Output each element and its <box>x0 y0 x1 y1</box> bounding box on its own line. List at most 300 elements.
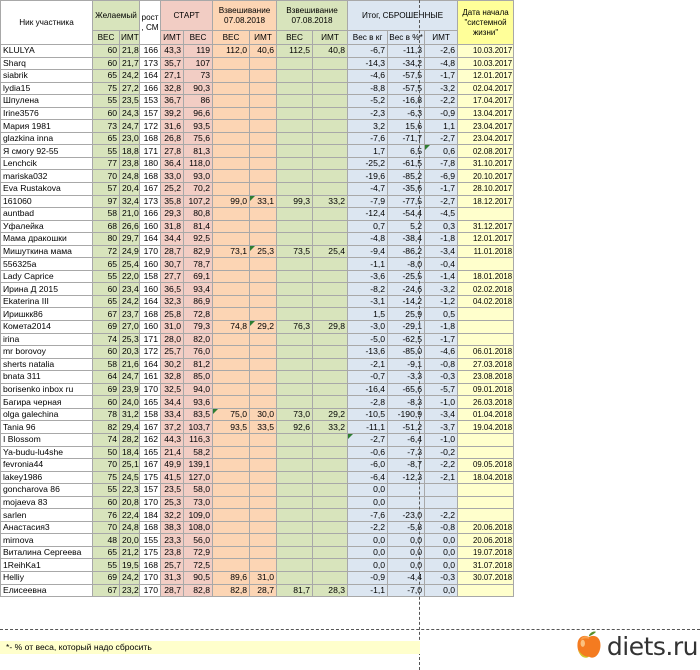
cell-total-kg[interactable]: -7,9 <box>348 195 388 208</box>
cell-height[interactable]: 172 <box>140 120 161 133</box>
cell-date-start[interactable]: 01.04.2018 <box>458 408 514 421</box>
cell-total-kg[interactable]: -13,6 <box>348 346 388 359</box>
cell-weigh1-imt[interactable] <box>250 120 277 133</box>
cell-date-start[interactable]: 26.03.2018 <box>458 396 514 409</box>
cell-height[interactable]: 175 <box>140 546 161 559</box>
cell-total-pct[interactable]: -7,0 <box>388 584 425 597</box>
cell-nick[interactable]: Мария 1981 <box>1 120 93 133</box>
cell-weigh1-imt[interactable]: 40,6 <box>250 45 277 58</box>
cell-nick[interactable]: Уфалейка <box>1 220 93 233</box>
cell-desired-imt[interactable]: 24,2 <box>120 70 140 83</box>
cell-start-imt[interactable]: 28,7 <box>161 584 184 597</box>
cell-weigh1-ves[interactable] <box>213 120 250 133</box>
cell-desired-ves[interactable]: 69 <box>93 571 120 584</box>
cell-date-start[interactable] <box>458 333 514 346</box>
cell-start-ves[interactable]: 56,0 <box>184 534 213 547</box>
cell-start-ves[interactable]: 107,2 <box>184 195 213 208</box>
cell-weigh2-ves[interactable] <box>277 157 313 170</box>
cell-weigh1-ves[interactable] <box>213 459 250 472</box>
cell-start-ves[interactable]: 79,3 <box>184 321 213 334</box>
cell-date-start[interactable] <box>458 321 514 334</box>
cell-weigh1-ves[interactable] <box>213 82 250 95</box>
cell-total-imt[interactable]: -1,7 <box>425 333 458 346</box>
cell-total-imt[interactable]: -3,2 <box>425 283 458 296</box>
cell-weigh2-ves[interactable] <box>277 371 313 384</box>
cell-start-imt[interactable]: 33,0 <box>161 170 184 183</box>
cell-height[interactable]: 170 <box>140 245 161 258</box>
cell-start-imt[interactable]: 34,4 <box>161 396 184 409</box>
cell-height[interactable]: 168 <box>140 132 161 145</box>
cell-weigh2-ves[interactable] <box>277 208 313 221</box>
cell-nick[interactable]: auntbad <box>1 208 93 221</box>
cell-nick[interactable]: mojaeva 83 <box>1 496 93 509</box>
cell-total-imt[interactable]: -0,9 <box>425 107 458 120</box>
cell-weigh2-ves[interactable] <box>277 346 313 359</box>
cell-date-start[interactable]: 28.10.2017 <box>458 183 514 196</box>
cell-total-pct[interactable]: -38,4 <box>388 233 425 246</box>
cell-weigh2-ves[interactable] <box>277 107 313 120</box>
cell-start-imt[interactable]: 35,7 <box>161 57 184 70</box>
cell-weigh2-imt[interactable]: 33,2 <box>313 421 348 434</box>
cell-total-pct[interactable]: -8,7 <box>388 459 425 472</box>
cell-start-imt[interactable]: 28,0 <box>161 333 184 346</box>
cell-start-ves[interactable]: 72,9 <box>184 546 213 559</box>
cell-weigh1-ves[interactable] <box>213 396 250 409</box>
cell-desired-ves[interactable]: 68 <box>93 220 120 233</box>
cell-weigh2-ves[interactable] <box>277 559 313 572</box>
cell-height[interactable]: 164 <box>140 358 161 371</box>
cell-total-kg[interactable]: -2,3 <box>348 107 388 120</box>
cell-desired-imt[interactable]: 24,8 <box>120 170 140 183</box>
cell-date-start[interactable]: 12.01.2017 <box>458 233 514 246</box>
cell-weigh2-imt[interactable] <box>313 383 348 396</box>
cell-total-pct[interactable]: 0,0 <box>388 559 425 572</box>
cell-total-imt[interactable]: -1,0 <box>425 396 458 409</box>
cell-weigh2-imt[interactable] <box>313 559 348 572</box>
cell-desired-ves[interactable]: 60 <box>93 396 120 409</box>
cell-total-kg[interactable]: -5,2 <box>348 95 388 108</box>
cell-height[interactable]: 168 <box>140 521 161 534</box>
cell-desired-ves[interactable]: 73 <box>93 120 120 133</box>
cell-weigh1-imt[interactable] <box>250 82 277 95</box>
cell-height[interactable]: 165 <box>140 396 161 409</box>
cell-weigh1-imt[interactable] <box>250 433 277 446</box>
cell-weigh2-ves[interactable] <box>277 82 313 95</box>
cell-weigh2-imt[interactable] <box>313 95 348 108</box>
cell-date-start[interactable]: 04.02.2018 <box>458 295 514 308</box>
cell-weigh1-imt[interactable] <box>250 484 277 497</box>
cell-total-kg[interactable]: -2,7 <box>348 433 388 446</box>
cell-height[interactable]: 166 <box>140 208 161 221</box>
cell-weigh1-imt[interactable]: 25,3 <box>250 245 277 258</box>
cell-desired-ves[interactable]: 50 <box>93 446 120 459</box>
cell-weigh1-imt[interactable] <box>250 283 277 296</box>
cell-desired-imt[interactable]: 19,5 <box>120 559 140 572</box>
cell-desired-ves[interactable]: 80 <box>93 233 120 246</box>
cell-weigh1-ves[interactable] <box>213 509 250 522</box>
cell-desired-ves[interactable]: 55 <box>93 270 120 283</box>
cell-weigh2-imt[interactable] <box>313 120 348 133</box>
cell-desired-imt[interactable]: 20,8 <box>120 496 140 509</box>
cell-nick[interactable]: sherts natalia <box>1 358 93 371</box>
cell-desired-ves[interactable]: 78 <box>93 408 120 421</box>
cell-weigh2-ves[interactable] <box>277 57 313 70</box>
cell-total-imt[interactable]: -1,7 <box>425 183 458 196</box>
cell-start-imt[interactable]: 26,8 <box>161 132 184 145</box>
cell-desired-ves[interactable]: 70 <box>93 170 120 183</box>
cell-nick[interactable]: Irine3576 <box>1 107 93 120</box>
cell-start-imt[interactable]: 25,7 <box>161 559 184 572</box>
cell-nick[interactable]: Eva Rustakova <box>1 183 93 196</box>
cell-nick[interactable]: borisenko inbox ru <box>1 383 93 396</box>
cell-start-imt[interactable]: 30,7 <box>161 258 184 271</box>
cell-weigh2-imt[interactable] <box>313 371 348 384</box>
cell-weigh1-imt[interactable] <box>250 270 277 283</box>
cell-start-ves[interactable]: 85,0 <box>184 371 213 384</box>
cell-desired-imt[interactable]: 29,4 <box>120 421 140 434</box>
cell-total-pct[interactable]: -65,6 <box>388 383 425 396</box>
cell-nick[interactable]: Мишуткина мама <box>1 245 93 258</box>
cell-start-imt[interactable]: 27,7 <box>161 270 184 283</box>
cell-total-kg[interactable]: -3,0 <box>348 321 388 334</box>
cell-start-imt[interactable]: 23,3 <box>161 534 184 547</box>
cell-total-kg[interactable]: -2,2 <box>348 521 388 534</box>
cell-nick[interactable]: mr borovoy <box>1 346 93 359</box>
cell-total-pct[interactable]: -85,2 <box>388 170 425 183</box>
cell-weigh2-imt[interactable] <box>313 183 348 196</box>
cell-total-pct[interactable]: -85,0 <box>388 346 425 359</box>
cell-total-pct[interactable]: -23,0 <box>388 509 425 522</box>
cell-date-start[interactable]: 09.01.2018 <box>458 383 514 396</box>
cell-desired-imt[interactable]: 24,0 <box>120 396 140 409</box>
cell-start-imt[interactable]: 25,8 <box>161 308 184 321</box>
cell-start-imt[interactable]: 25,3 <box>161 496 184 509</box>
cell-weigh2-imt[interactable]: 40,8 <box>313 45 348 58</box>
cell-start-imt[interactable]: 29,3 <box>161 208 184 221</box>
cell-date-start[interactable]: 20.06.2018 <box>458 521 514 534</box>
cell-weigh1-ves[interactable] <box>213 295 250 308</box>
cell-total-kg[interactable]: -4,6 <box>348 70 388 83</box>
cell-date-start[interactable]: 12.01.2017 <box>458 70 514 83</box>
cell-date-start[interactable] <box>458 433 514 446</box>
cell-weigh1-imt[interactable]: 30,0 <box>250 408 277 421</box>
cell-desired-imt[interactable]: 20,0 <box>120 534 140 547</box>
cell-nick[interactable]: Ирина Д 2015 <box>1 283 93 296</box>
cell-total-pct[interactable]: 5,2 <box>388 220 425 233</box>
cell-nick[interactable]: Lenchcik <box>1 157 93 170</box>
cell-desired-imt[interactable]: 24,5 <box>120 471 140 484</box>
cell-date-start[interactable] <box>458 208 514 221</box>
cell-nick[interactable]: fevronia44 <box>1 459 93 472</box>
cell-date-start[interactable] <box>458 484 514 497</box>
cell-start-ves[interactable]: 76,0 <box>184 346 213 359</box>
cell-weigh2-imt[interactable] <box>313 220 348 233</box>
cell-height[interactable]: 161 <box>140 371 161 384</box>
cell-desired-ves[interactable]: 97 <box>93 195 120 208</box>
cell-height[interactable]: 180 <box>140 157 161 170</box>
cell-start-ves[interactable]: 93,4 <box>184 283 213 296</box>
cell-desired-ves[interactable]: 55 <box>93 145 120 158</box>
cell-date-start[interactable]: 02.04.2017 <box>458 82 514 95</box>
cell-start-ves[interactable]: 108,0 <box>184 521 213 534</box>
cell-weigh2-ves[interactable] <box>277 433 313 446</box>
cell-start-imt[interactable]: 31,0 <box>161 321 184 334</box>
cell-nick[interactable]: Анастасия3 <box>1 521 93 534</box>
cell-start-imt[interactable]: 32,5 <box>161 383 184 396</box>
cell-total-pct[interactable]: -35,6 <box>388 183 425 196</box>
cell-date-start[interactable]: 09.05.2018 <box>458 459 514 472</box>
cell-total-imt[interactable]: 0,0 <box>425 534 458 547</box>
cell-height[interactable]: 166 <box>140 45 161 58</box>
cell-total-pct[interactable]: -14,2 <box>388 295 425 308</box>
cell-total-imt[interactable]: -0,8 <box>425 358 458 371</box>
cell-nick[interactable]: Шпулена <box>1 95 93 108</box>
cell-nick[interactable]: Комета2014 <box>1 321 93 334</box>
cell-weigh2-imt[interactable] <box>313 308 348 321</box>
cell-total-kg[interactable]: 1,5 <box>348 308 388 321</box>
cell-total-imt[interactable]: -0,3 <box>425 571 458 584</box>
cell-start-imt[interactable]: 32,3 <box>161 295 184 308</box>
cell-weigh2-imt[interactable] <box>313 233 348 246</box>
cell-start-ves[interactable]: 75,6 <box>184 132 213 145</box>
cell-weigh1-imt[interactable] <box>250 57 277 70</box>
cell-date-start[interactable]: 11.01.2018 <box>458 245 514 258</box>
cell-desired-ves[interactable]: 55 <box>93 559 120 572</box>
cell-weigh1-imt[interactable] <box>250 258 277 271</box>
cell-nick[interactable]: 161060 <box>1 195 93 208</box>
cell-weigh1-imt[interactable] <box>250 496 277 509</box>
cell-height[interactable]: 164 <box>140 70 161 83</box>
cell-weigh2-imt[interactable] <box>313 57 348 70</box>
cell-total-pct[interactable]: -4,4 <box>388 571 425 584</box>
cell-weigh1-imt[interactable] <box>250 295 277 308</box>
cell-desired-ves[interactable]: 72 <box>93 245 120 258</box>
cell-nick[interactable]: Я смогу 92-55 <box>1 145 93 158</box>
cell-start-ves[interactable]: 82,8 <box>184 584 213 597</box>
cell-desired-ves[interactable]: 58 <box>93 358 120 371</box>
cell-desired-imt[interactable]: 24,2 <box>120 571 140 584</box>
cell-date-start[interactable]: 23.04.2017 <box>458 120 514 133</box>
cell-weigh1-imt[interactable] <box>250 95 277 108</box>
cell-start-ves[interactable]: 73,0 <box>184 496 213 509</box>
cell-total-kg[interactable]: -3,1 <box>348 295 388 308</box>
cell-weigh1-imt[interactable] <box>250 559 277 572</box>
cell-weigh1-imt[interactable] <box>250 371 277 384</box>
cell-weigh1-imt[interactable] <box>250 145 277 158</box>
cell-weigh1-imt[interactable]: 33,5 <box>250 421 277 434</box>
cell-nick[interactable]: Багира черная <box>1 396 93 409</box>
cell-total-pct[interactable]: -5,8 <box>388 521 425 534</box>
cell-weigh2-imt[interactable] <box>313 496 348 509</box>
cell-start-ves[interactable]: 83,5 <box>184 408 213 421</box>
cell-date-start[interactable]: 10.03.2017 <box>458 57 514 70</box>
cell-total-kg[interactable]: -0,9 <box>348 571 388 584</box>
cell-weigh2-ves[interactable] <box>277 534 313 547</box>
cell-weigh2-ves[interactable] <box>277 120 313 133</box>
cell-total-kg[interactable]: -1,1 <box>348 258 388 271</box>
cell-weigh2-ves[interactable]: 92,6 <box>277 421 313 434</box>
cell-weigh1-ves[interactable] <box>213 258 250 271</box>
cell-weigh2-imt[interactable] <box>313 396 348 409</box>
cell-weigh2-imt[interactable] <box>313 571 348 584</box>
cell-desired-ves[interactable]: 77 <box>93 157 120 170</box>
cell-weigh2-imt[interactable] <box>313 82 348 95</box>
cell-weigh2-imt[interactable] <box>313 132 348 145</box>
cell-total-imt[interactable] <box>425 496 458 509</box>
cell-desired-ves[interactable]: 69 <box>93 383 120 396</box>
cell-date-start[interactable]: 20.06.2018 <box>458 534 514 547</box>
cell-total-kg[interactable]: -11,1 <box>348 421 388 434</box>
cell-start-ves[interactable]: 82,0 <box>184 333 213 346</box>
cell-total-imt[interactable]: -1,7 <box>425 70 458 83</box>
cell-weigh1-imt[interactable]: 28,7 <box>250 584 277 597</box>
cell-weigh2-ves[interactable] <box>277 509 313 522</box>
cell-weigh2-imt[interactable] <box>313 170 348 183</box>
cell-weigh2-ves[interactable]: 112,5 <box>277 45 313 58</box>
cell-desired-ves[interactable]: 74 <box>93 333 120 346</box>
cell-nick[interactable]: Helliy <box>1 571 93 584</box>
cell-nick[interactable]: Виталина Сергеева <box>1 546 93 559</box>
cell-weigh1-ves[interactable] <box>213 471 250 484</box>
cell-weigh2-ves[interactable] <box>277 546 313 559</box>
cell-height[interactable]: 168 <box>140 308 161 321</box>
cell-total-pct[interactable]: -25,5 <box>388 270 425 283</box>
cell-start-ves[interactable]: 96,6 <box>184 107 213 120</box>
cell-weigh2-imt[interactable] <box>313 107 348 120</box>
cell-total-kg[interactable]: 0,0 <box>348 534 388 547</box>
cell-date-start[interactable]: 31.12.2017 <box>458 220 514 233</box>
cell-weigh1-ves[interactable]: 73,1 <box>213 245 250 258</box>
cell-total-imt[interactable]: -2,2 <box>425 95 458 108</box>
cell-start-ves[interactable]: 103,7 <box>184 421 213 434</box>
cell-total-imt[interactable]: -7,8 <box>425 157 458 170</box>
cell-desired-imt[interactable]: 32,4 <box>120 195 140 208</box>
cell-weigh2-imt[interactable] <box>313 521 348 534</box>
cell-desired-imt[interactable]: 21,8 <box>120 45 140 58</box>
cell-weigh1-ves[interactable]: 75,0 <box>213 408 250 421</box>
cell-total-imt[interactable]: -1,2 <box>425 295 458 308</box>
cell-start-ves[interactable]: 127,0 <box>184 471 213 484</box>
cell-desired-imt[interactable]: 20,3 <box>120 346 140 359</box>
cell-weigh1-imt[interactable] <box>250 471 277 484</box>
cell-height[interactable]: 162 <box>140 433 161 446</box>
cell-total-kg[interactable]: -6,0 <box>348 459 388 472</box>
cell-weigh1-imt[interactable] <box>250 233 277 246</box>
cell-total-kg[interactable]: -12,4 <box>348 208 388 221</box>
cell-date-start[interactable]: 23.08.2018 <box>458 371 514 384</box>
cell-weigh2-imt[interactable] <box>313 433 348 446</box>
cell-total-pct[interactable]: -12,3 <box>388 471 425 484</box>
cell-date-start[interactable]: 18.01.2018 <box>458 270 514 283</box>
cell-weigh1-ves[interactable] <box>213 170 250 183</box>
cell-start-ves[interactable]: 81,4 <box>184 220 213 233</box>
cell-start-ves[interactable]: 69,1 <box>184 270 213 283</box>
cell-total-kg[interactable]: -5,0 <box>348 333 388 346</box>
cell-start-ves[interactable]: 93,5 <box>184 120 213 133</box>
cell-weigh1-ves[interactable] <box>213 145 250 158</box>
cell-desired-ves[interactable]: 58 <box>93 208 120 221</box>
cell-nick[interactable]: KLULYA <box>1 45 93 58</box>
cell-weigh2-ves[interactable]: 99,3 <box>277 195 313 208</box>
cell-nick[interactable]: Sharq <box>1 57 93 70</box>
cell-desired-ves[interactable]: 55 <box>93 95 120 108</box>
cell-start-imt[interactable]: 49,9 <box>161 459 184 472</box>
cell-weigh2-imt[interactable] <box>313 70 348 83</box>
cell-weigh2-ves[interactable] <box>277 496 313 509</box>
cell-total-imt[interactable]: -0,8 <box>425 521 458 534</box>
cell-total-kg[interactable]: -0,7 <box>348 371 388 384</box>
cell-height[interactable]: 155 <box>140 534 161 547</box>
cell-height[interactable]: 166 <box>140 82 161 95</box>
cell-total-imt[interactable]: -1,4 <box>425 270 458 283</box>
cell-start-imt[interactable]: 41,5 <box>161 471 184 484</box>
cell-desired-imt[interactable]: 24,7 <box>120 371 140 384</box>
cell-desired-ves[interactable]: 67 <box>93 584 120 597</box>
cell-date-start[interactable]: 31.10.2017 <box>458 157 514 170</box>
cell-desired-ves[interactable]: 70 <box>93 521 120 534</box>
cell-height[interactable]: 170 <box>140 571 161 584</box>
cell-weigh1-imt[interactable] <box>250 132 277 145</box>
cell-weigh2-imt[interactable] <box>313 283 348 296</box>
cell-height[interactable]: 160 <box>140 283 161 296</box>
cell-weigh2-imt[interactable]: 29,8 <box>313 321 348 334</box>
cell-total-pct[interactable]: -24,6 <box>388 283 425 296</box>
cell-total-kg[interactable]: -6,4 <box>348 471 388 484</box>
cell-start-ves[interactable]: 86,9 <box>184 295 213 308</box>
cell-total-imt[interactable]: -1,8 <box>425 321 458 334</box>
cell-height[interactable]: 158 <box>140 270 161 283</box>
cell-start-imt[interactable]: 44,3 <box>161 433 184 446</box>
cell-nick[interactable]: 1ReihKa1 <box>1 559 93 572</box>
cell-total-pct[interactable]: -86,2 <box>388 245 425 258</box>
cell-start-imt[interactable]: 43,3 <box>161 45 184 58</box>
cell-start-imt[interactable]: 36,7 <box>161 95 184 108</box>
cell-total-pct[interactable]: -16,8 <box>388 95 425 108</box>
cell-total-pct[interactable]: 6,5 <box>388 145 425 158</box>
cell-date-start[interactable]: 02.08.2017 <box>458 145 514 158</box>
cell-weigh2-imt[interactable] <box>313 333 348 346</box>
cell-total-kg[interactable]: -7,6 <box>348 132 388 145</box>
cell-start-ves[interactable]: 107 <box>184 57 213 70</box>
cell-weigh1-ves[interactable]: 93,5 <box>213 421 250 434</box>
cell-weigh2-imt[interactable] <box>313 258 348 271</box>
cell-start-imt[interactable]: 32,2 <box>161 509 184 522</box>
cell-date-start[interactable]: 13.04.2017 <box>458 107 514 120</box>
cell-total-imt[interactable]: -3,7 <box>425 421 458 434</box>
cell-desired-ves[interactable]: 75 <box>93 471 120 484</box>
cell-weigh2-imt[interactable] <box>313 270 348 283</box>
cell-weigh2-ves[interactable] <box>277 383 313 396</box>
cell-date-start[interactable]: 10.03.2017 <box>458 45 514 58</box>
cell-total-kg[interactable]: -8,2 <box>348 283 388 296</box>
cell-desired-ves[interactable]: 60 <box>93 57 120 70</box>
cell-start-ves[interactable]: 58,0 <box>184 484 213 497</box>
cell-start-imt[interactable]: 33,4 <box>161 408 184 421</box>
cell-total-imt[interactable]: 0,0 <box>425 546 458 559</box>
cell-nick[interactable]: sarlen <box>1 509 93 522</box>
cell-height[interactable]: 168 <box>140 170 161 183</box>
cell-desired-ves[interactable]: 67 <box>93 308 120 321</box>
cell-weigh2-ves[interactable] <box>277 145 313 158</box>
cell-total-pct[interactable]: -6,4 <box>388 433 425 446</box>
cell-start-ves[interactable]: 82,9 <box>184 245 213 258</box>
cell-desired-ves[interactable]: 65 <box>93 132 120 145</box>
cell-desired-imt[interactable]: 23,8 <box>120 157 140 170</box>
cell-weigh1-imt[interactable] <box>250 170 277 183</box>
cell-desired-ves[interactable]: 60 <box>93 45 120 58</box>
cell-total-kg[interactable]: -4,8 <box>348 233 388 246</box>
cell-weigh1-imt[interactable] <box>250 183 277 196</box>
